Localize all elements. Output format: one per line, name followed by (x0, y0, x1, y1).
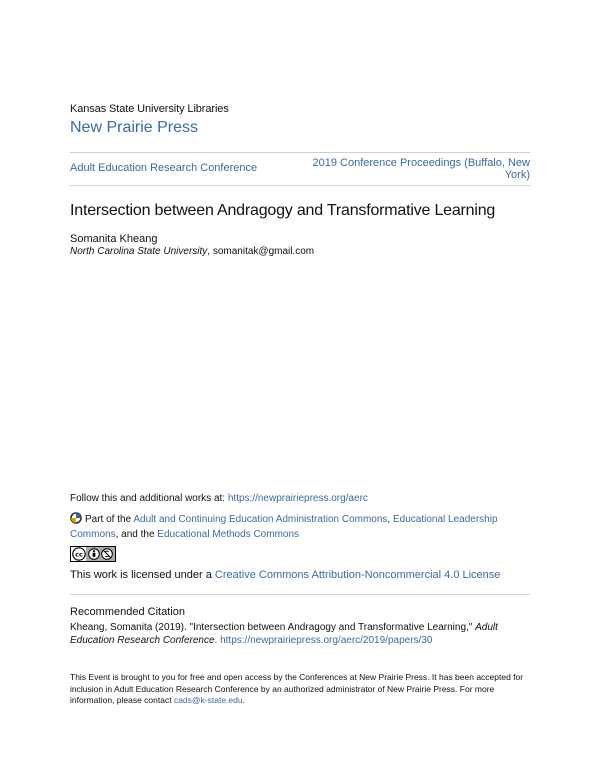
commons-link-methods[interactable]: Educational Methods Commons (157, 529, 300, 540)
proceedings-link[interactable]: 2019 Conference Proceedings (Buffalo, New York) (312, 157, 530, 181)
citation-text (70, 621, 530, 647)
author-name: Somanita Kheang (70, 233, 158, 245)
contact-email-link[interactable]: cads@k-state.edu (173, 695, 243, 705)
license-prefix: This work is licensed under a (70, 569, 215, 581)
commons-link-adult-ed[interactable]: Adult and Continuing Education Administration Commons (133, 514, 388, 525)
access-notice-text: This Event is brought to you for free and open access by the Conferences at New Prairie Press. It has been accepted for inclusion in Adult Education Research Conference by an authorized administrator of New Prairie Press. For more information, please contact (70, 672, 524, 705)
commons-link-leadership[interactable]: Educational Leadership Commons (70, 514, 498, 540)
part-of-sep2: , and the (115, 529, 158, 540)
citation-sep: . (214, 635, 221, 646)
network-icon (70, 512, 82, 524)
part-of-sep1: , (387, 514, 393, 525)
follow-line (70, 493, 368, 504)
part-of-prefix: Part of the (85, 514, 134, 525)
part-of-line (70, 512, 530, 542)
follow-link[interactable]: https://newprairiepress.org/aerc (227, 493, 368, 504)
paper-title: Intersection between Andragogy and Transformative Learning (70, 202, 496, 219)
license-link[interactable]: Creative Commons Attribution-Noncommercial 4.0 License (214, 569, 501, 581)
divider-top (70, 152, 530, 153)
author-email: , somanitak@gmail.com (207, 246, 315, 257)
affiliation-name: North Carolina State University (70, 246, 208, 257)
license-line (70, 569, 500, 581)
publisher-link[interactable]: New Prairie Press (70, 119, 199, 136)
citation-link[interactable]: https://newprairiepress.org/aerc/2019/papers/30 (220, 635, 433, 646)
citation-heading: Recommended Citation (70, 606, 185, 618)
cc-badge-text: cc (75, 550, 83, 559)
conference-link[interactable]: Adult Education Research Conference (70, 162, 258, 174)
access-notice (70, 672, 530, 707)
divider-mid (70, 185, 530, 186)
publisher-org: Kansas State University Libraries (70, 103, 229, 115)
access-notice-end: . (242, 695, 245, 705)
divider-bottom (70, 594, 530, 595)
follow-prefix: Follow this and additional works at: (70, 493, 228, 504)
author-affiliation (70, 246, 314, 257)
cc-license-badge[interactable] (70, 546, 116, 562)
citation-journal: Adult Education Research Conference (70, 622, 498, 646)
citation-body: Kheang, Somanita (2019). "Intersection between Andragogy and Transformative Learning," (70, 622, 476, 633)
